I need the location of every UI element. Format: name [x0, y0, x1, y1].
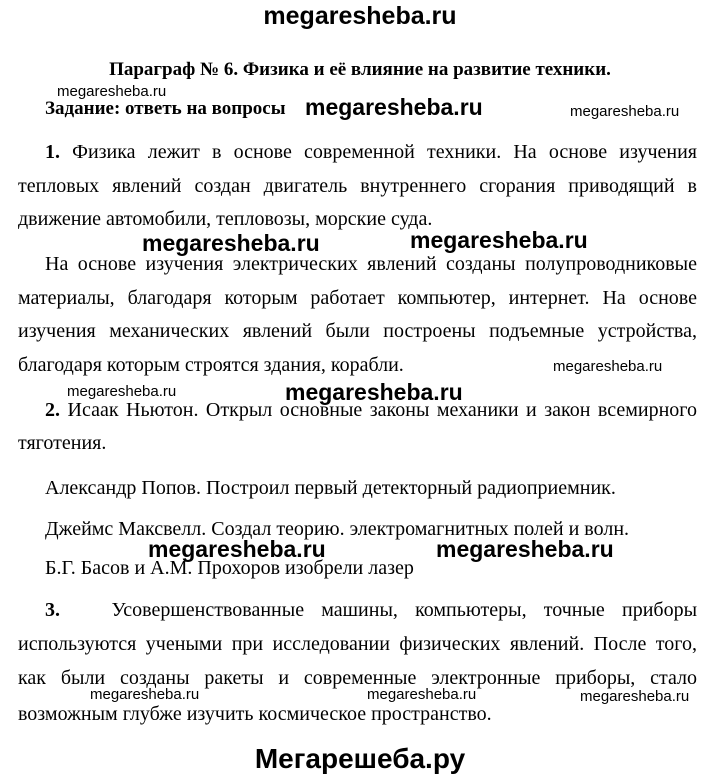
answer-1-line-3: движение автомобили, тепловозы, морские суда. [18, 208, 433, 230]
answer-1-line-7: благодаря которым строятся здания, корабли. [18, 354, 404, 376]
answer-1-text: Физика лежит в основе современной техники. На основе изучения [72, 141, 697, 163]
watermark-small: megaresheba.ru [67, 383, 177, 400]
site-footer-watermark: Мегарешеба.ру [254, 743, 466, 774]
watermark-big: megaresheba.ru [436, 536, 614, 562]
watermark-big: megaresheba.ru [285, 379, 463, 405]
watermark-big: megaresheba.ru [148, 536, 326, 562]
answer-3-line-1 [45, 599, 697, 622]
watermark-small: megaresheba.ru [57, 83, 167, 100]
answer-3-number: 3. [45, 599, 60, 621]
answer-2-text: Исаак Ньютон. Открыл основные законы механики и закон всемирного [67, 399, 698, 421]
watermark-small: megaresheba.ru [553, 358, 663, 375]
answer-1-number: 1. [45, 141, 60, 163]
answer-1-line-2: тепловых явлений создан двигатель внутреннего сгорания приводящий в [18, 175, 697, 197]
answer-2-line-2: тяготения. [18, 432, 107, 454]
watermark-big: megaresheba.ru [142, 230, 320, 256]
watermark-small: megaresheba.ru [570, 103, 680, 120]
answer-3-text: Усовершенствованные машины, компьютеры, точные приборы [111, 599, 698, 621]
answer-3-line-4: возможным глубже изучить космическое пространство. [18, 703, 492, 725]
answer-3-line-3: как были созданы ракеты и современные электронные приборы, стало [18, 667, 697, 689]
answer-2-line-5: Б.Г. Басов и А.М. Прохоров изобрели лазер [45, 557, 414, 579]
watermark-small: megaresheba.ru [90, 686, 200, 703]
answer-2-line-1 [45, 399, 697, 422]
answer-1-line-5: материалы, благодаря которым работает компьютер, интернет. На основе [18, 287, 697, 309]
task-heading: Задание: ответь на вопросы [45, 98, 286, 119]
answer-1-line-6: изучения механических явлений были построены подъемные устройства, [18, 320, 697, 342]
answer-3-line-2: используются учеными при исследовании физических явлений. После того, [18, 633, 697, 655]
answer-2-number: 2. [45, 399, 60, 421]
watermark-big: megaresheba.ru [305, 94, 483, 120]
answer-1-line-4: На основе изучения электрических явлений созданы полупроводниковые [45, 253, 697, 275]
paragraph-title: Параграф № 6. Физика и её влияние на развитие техники. [109, 59, 611, 80]
site-header-watermark: megaresheba.ru [263, 2, 457, 30]
watermark-small: megaresheba.ru [580, 688, 690, 705]
answer-1-line-1 [45, 141, 697, 164]
watermark-big: megaresheba.ru [410, 227, 588, 253]
watermark-small: megaresheba.ru [367, 686, 477, 703]
answer-2-line-3: Александр Попов. Построил первый детекторный радиоприемник. [45, 477, 616, 499]
answer-2-line-4: Джеймс Максвелл. Создал теорию. электромагнитных полей и волн. [45, 518, 630, 540]
